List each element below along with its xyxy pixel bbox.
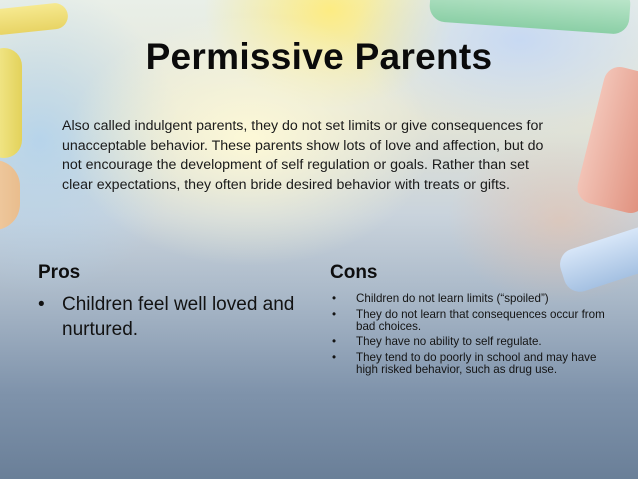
list-item — [330, 352, 620, 376]
bullet: • — [332, 307, 337, 321]
bullet: • — [332, 335, 337, 349]
cons-item-text: They tend to do poorly in school and may have high risked behavior, such as drug use. — [356, 351, 597, 376]
pros-list — [38, 292, 300, 342]
list-item — [38, 292, 300, 342]
decorative-chalk — [574, 64, 638, 217]
decorative-chalk — [0, 160, 20, 230]
list-item — [330, 309, 620, 333]
bullet: • — [38, 294, 45, 315]
cons-list — [330, 293, 620, 380]
cons-item-text: They do not learn that consequences occur from bad choices. — [356, 307, 605, 333]
intro-paragraph: Also called indulgent parents, they do not set limits or give consequences for unacceptable behavior. These parents show lots of love and affection, but do not encourage the development of self regulation or goals. Rather than set clear expectations, they often bride desired behavior with treats or gifts. — [62, 118, 544, 193]
bullet: • — [332, 351, 337, 365]
decorative-chalk — [556, 220, 638, 296]
list-item — [330, 293, 620, 305]
cons-item-text: Children do not learn limits (“spoiled”) — [356, 292, 549, 305]
decorative-chalk — [0, 2, 69, 36]
decorative-chalk — [429, 0, 632, 35]
cons-heading: Cons — [330, 262, 378, 283]
pros-heading: Pros — [38, 262, 81, 283]
slide-title: Permissive Parents — [145, 36, 493, 77]
list-item — [330, 336, 620, 348]
pros-item-text: Children feel well loved and nurtured. — [62, 294, 295, 340]
cons-item-text: They have no ability to self regulate. — [356, 335, 542, 349]
bullet: • — [332, 292, 337, 305]
